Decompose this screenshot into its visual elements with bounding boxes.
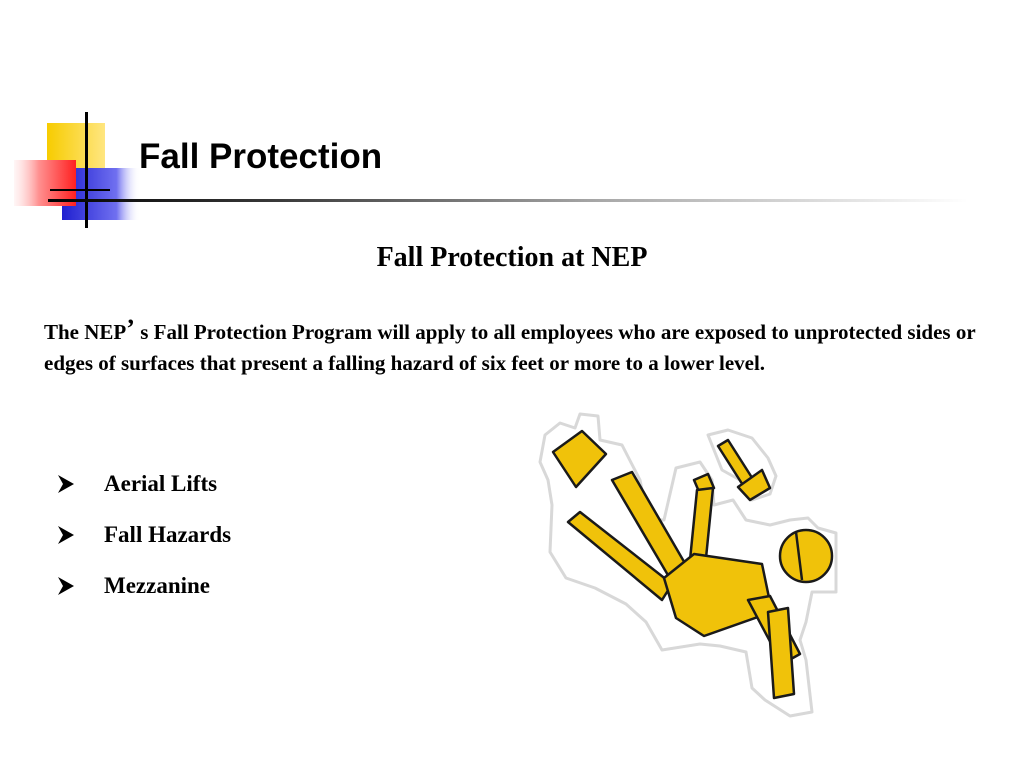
- title-underline: [48, 199, 968, 202]
- list-item: [54, 560, 231, 611]
- paragraph-apostrophe: ’: [126, 314, 135, 343]
- program-paragraph: [44, 313, 984, 379]
- worker-torso: [664, 554, 772, 636]
- falling-worker-icon: [536, 408, 846, 720]
- bullet-label-mezzanine: Mezzanine: [104, 572, 211, 598]
- paragraph-rest: s Fall Protection Program will apply to all employees who are exposed to unprotected sides or edges of surfaces that present a falling hazard of six feet or more to a lower level.: [44, 320, 976, 375]
- worker-lower-leg: [768, 608, 794, 698]
- falling-helmet: [553, 431, 606, 487]
- arrow-bullet-icon: [54, 575, 104, 597]
- arrow-bullet-icon: [54, 524, 104, 546]
- worker-head: [780, 530, 832, 582]
- topic-list: [54, 458, 231, 611]
- bullet-label-fall-hazards: Fall Hazards: [104, 521, 232, 547]
- slide-subtitle: Fall Protection at NEP: [376, 242, 648, 273]
- corner-decoration: [0, 0, 160, 240]
- list-item: [54, 458, 231, 509]
- arrow-bullet-icon: [54, 473, 104, 495]
- slide-title: Fall Protection: [139, 137, 383, 176]
- vertical-line: [85, 112, 88, 228]
- horizontal-line: [50, 189, 110, 191]
- bullet-label-aerial-lifts: Aerial Lifts: [104, 470, 218, 496]
- list-item: [54, 509, 231, 560]
- paragraph-start: The NEP: [44, 320, 127, 344]
